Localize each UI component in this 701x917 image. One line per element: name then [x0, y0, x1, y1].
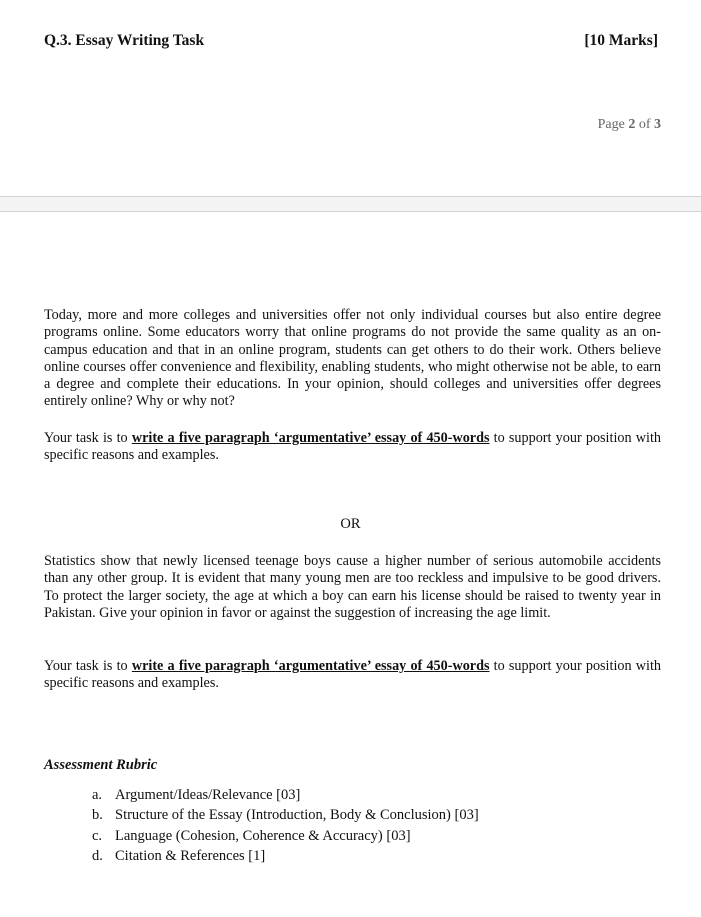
rubric-item [92, 785, 479, 805]
question-header [44, 32, 658, 52]
or-divider: OR [340, 516, 361, 532]
page-current: 2 [628, 117, 636, 132]
page-of: of [638, 117, 651, 132]
rubric-item-text: Language (Cohesion, Coherence & Accuracy) [03] [115, 827, 411, 844]
task-instruction-1 [44, 430, 661, 465]
rubric-item [92, 826, 479, 846]
question-marks: [10 Marks] [584, 32, 658, 49]
page-prefix: Page [597, 117, 625, 132]
rubric-item-letter: d. [92, 848, 103, 865]
rubric-item-text: Structure of the Essay (Introduction, Body & Conclusion) [03] [115, 807, 479, 824]
task-1-emphasis: write a five paragraph ‘argumentative’ essay of 450-words [131, 430, 490, 446]
task-2-emphasis: write a five paragraph ‘argumentative’ essay of 450-words [131, 658, 490, 674]
essay-prompt-1: Today, more and more colleges and universities offer not only individual courses but also entire degree programs online. Some educators worry that online programs do not provide the same quality as an on-campus education and that in an online program, students can get others to do their work. Others believe online courses offer convenience and flexibility, enabling students, who might otherwise not be able, to earn a degree and complete their educations. In your opinion, should colleges and universities offer degrees entirely online? Why or why not? [44, 307, 661, 410]
rubric-item-letter: b. [92, 807, 103, 824]
rubric-list [92, 785, 479, 867]
page-break-separator [0, 196, 701, 212]
task-2-tail: to support your position with specific reasons and examples. [44, 658, 661, 692]
rubric-item [92, 846, 479, 866]
task-2-lead: Your task is to [44, 658, 132, 674]
rubric-item-letter: c. [92, 827, 103, 844]
page-total: 3 [654, 117, 661, 132]
rubric-heading: Assessment Rubric [44, 757, 158, 773]
rubric-item-text: Citation & References [1] [115, 848, 266, 865]
question-title: Q.3. Essay Writing Task [44, 32, 205, 49]
rubric-item-letter: a. [92, 787, 103, 803]
rubric-item-text: Argument/Ideas/Relevance [03] [115, 787, 301, 803]
essay-prompt-2: Statistics show that newly licensed teenage boys cause a higher number of serious automobile accidents than any other group. It is evident that many young men are too reckless and impulsive to be good drivers. To protect the larger society, the age at which a boy can earn his license should be raised to twenty year in Pakistan. Give your opinion in favor or against the suggestion of increasing the age limit. [44, 553, 661, 621]
task-instruction-2 [44, 658, 661, 693]
page-indicator [598, 117, 661, 133]
task-1-lead: Your task is to [44, 430, 132, 446]
task-1-tail: to support your position with specific reasons and examples. [44, 430, 661, 464]
rubric-item [92, 805, 479, 825]
